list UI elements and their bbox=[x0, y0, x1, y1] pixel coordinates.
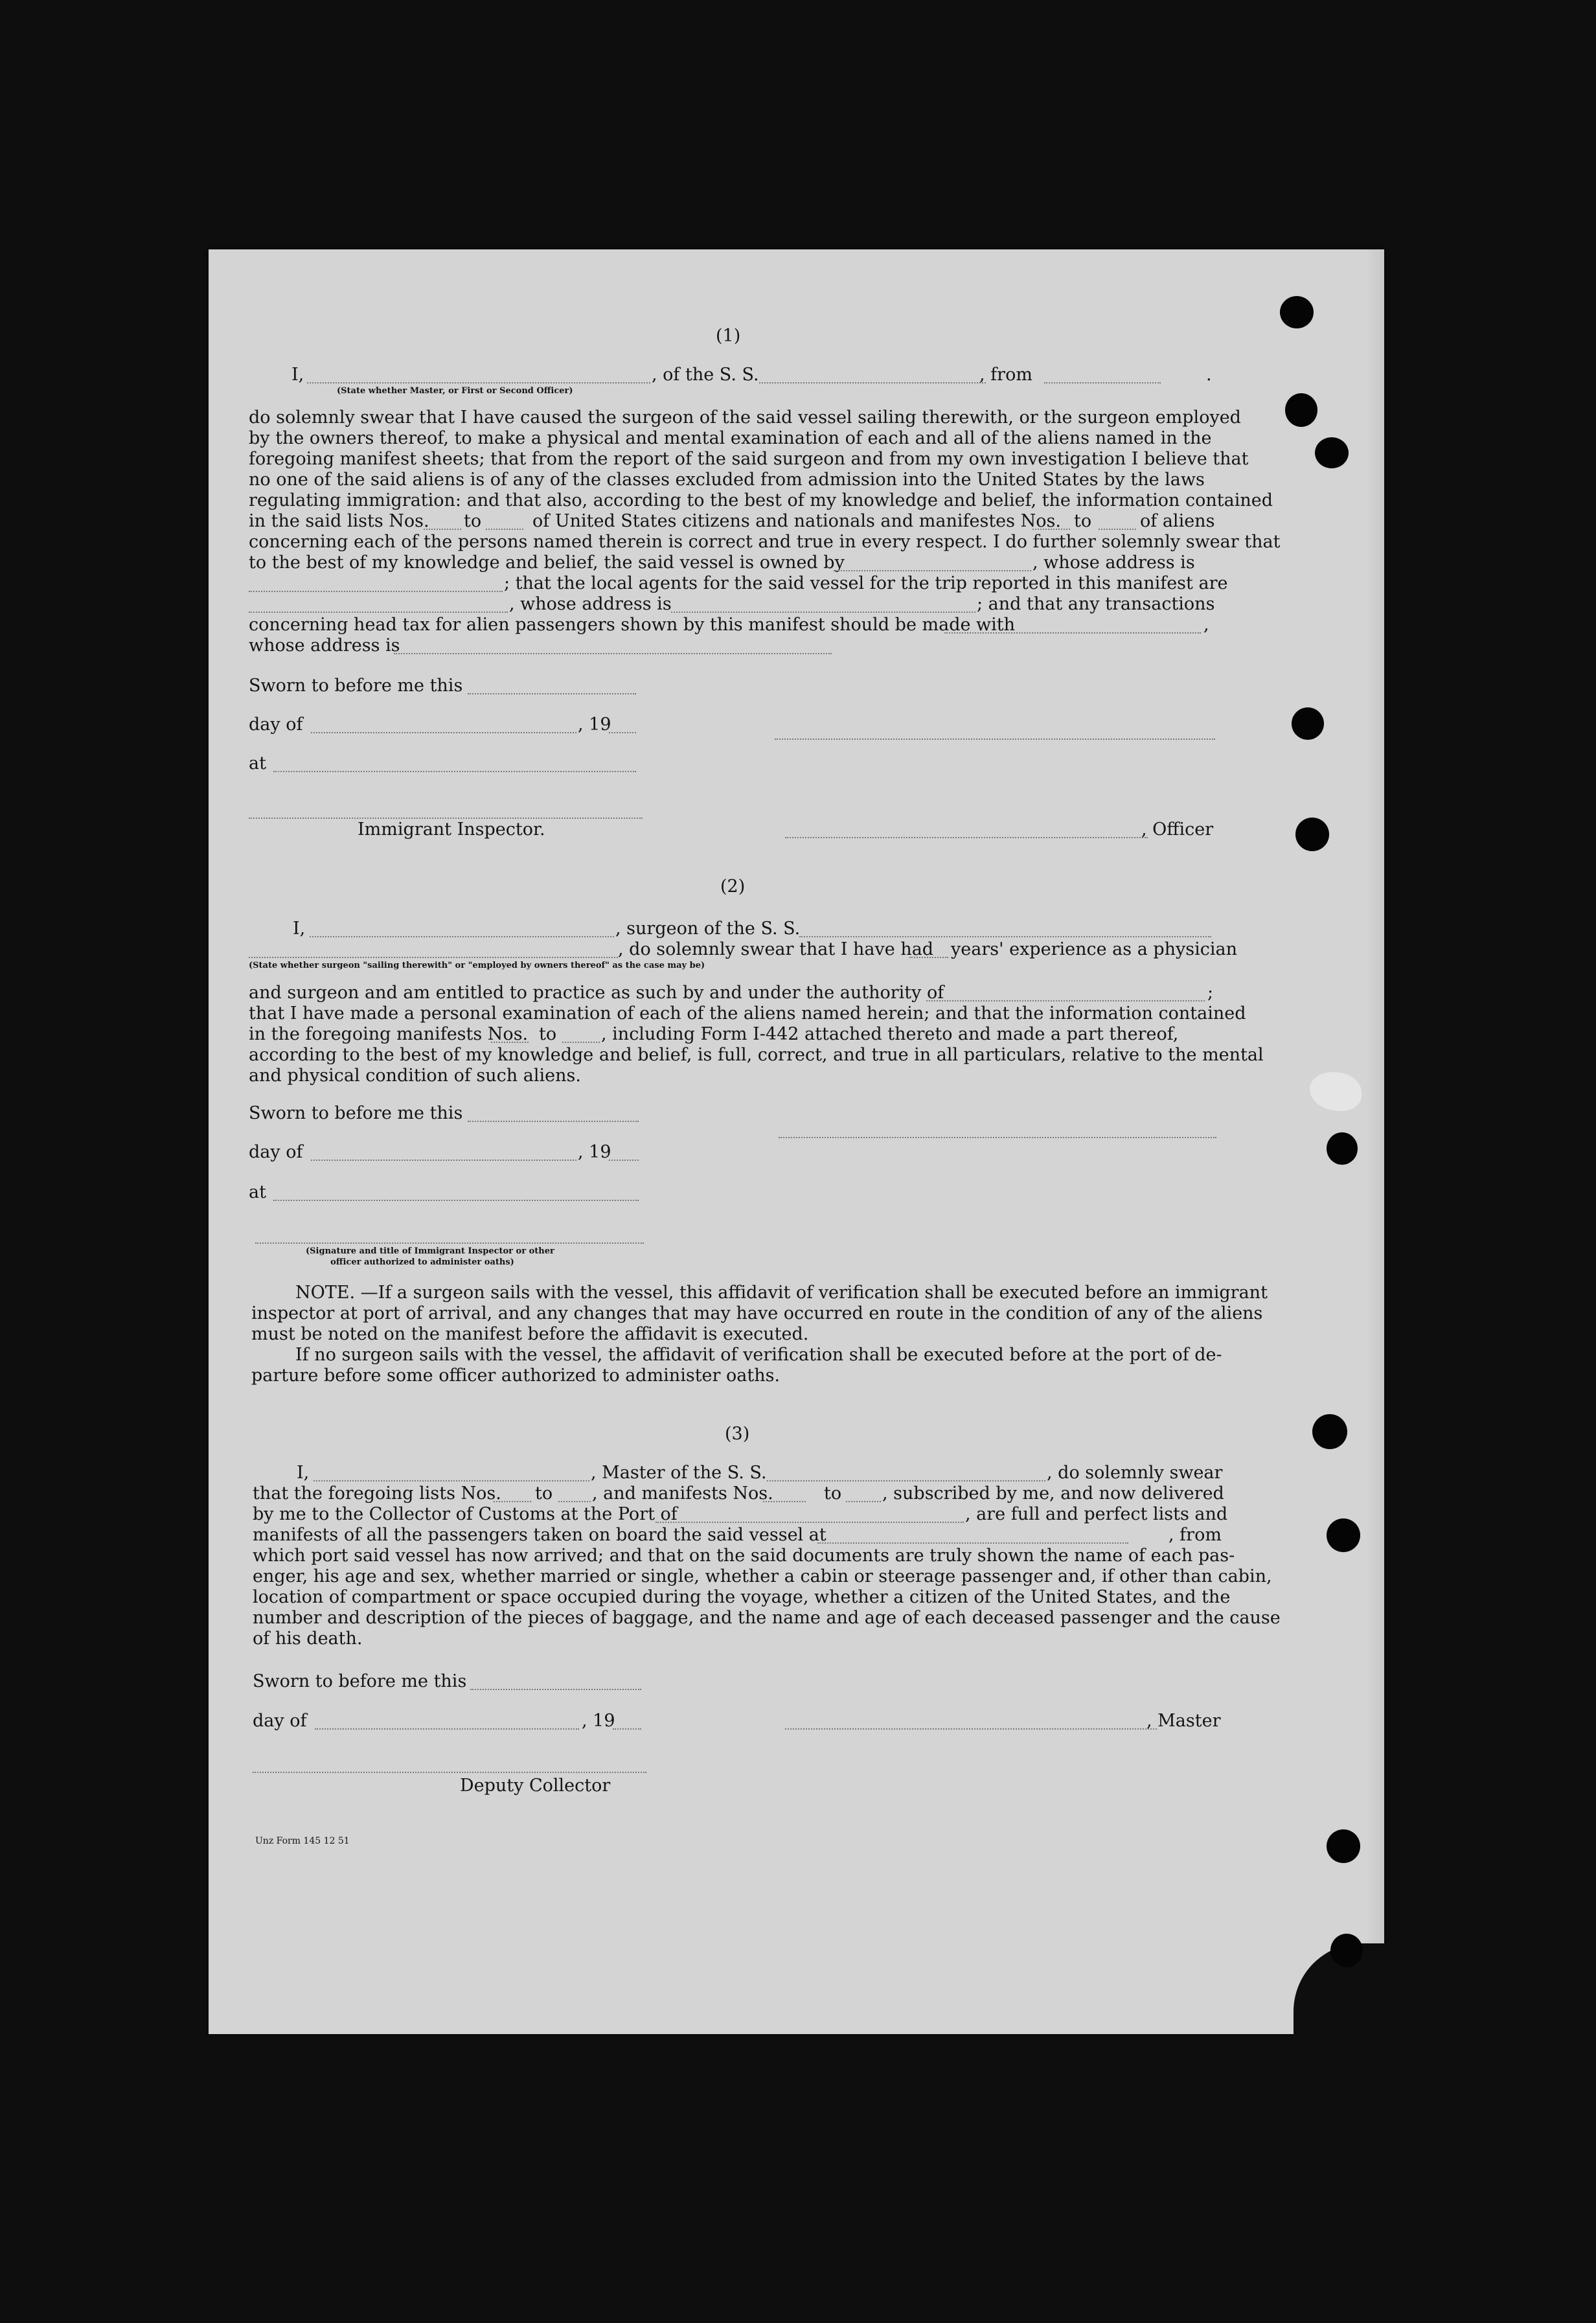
s3-line-3a: by me to the Collector of Customs at the Port of bbox=[253, 1504, 678, 1524]
s1-line-4: no one of the said aliens is of any of the classes excluded from admission into the United States by the laws bbox=[249, 470, 1205, 490]
s3-line-7: location of compartment or space occupied during the voyage, whether a citizen of the United States, and the bbox=[253, 1587, 1231, 1607]
s2-at-field[interactable] bbox=[273, 1200, 639, 1201]
punch-hole-7 bbox=[1312, 1414, 1347, 1449]
s1-line-6b: to bbox=[464, 511, 482, 531]
s3-lists-to-field[interactable] bbox=[558, 1501, 591, 1502]
s3-master-field[interactable] bbox=[314, 1480, 589, 1482]
s2-sworn: Sworn to before me this bbox=[249, 1103, 463, 1123]
s1-vessel-field[interactable] bbox=[759, 382, 986, 383]
s2-line-3b: ; bbox=[1207, 983, 1214, 1003]
page-edge-shading bbox=[1366, 249, 1384, 2034]
s3-port-field[interactable] bbox=[656, 1522, 964, 1523]
s2-line-6: according to the best of my knowledge and belief, is full, correct, and true in all particulars, relative to the mental bbox=[249, 1045, 1264, 1065]
s1-owner-address-field[interactable] bbox=[249, 591, 503, 592]
s2-manifests-from-field[interactable] bbox=[491, 1042, 529, 1043]
s2-signature-note-1: (Signature and title of Immigrant Inspector or other bbox=[306, 1246, 554, 1256]
s1-day-of: day of bbox=[249, 715, 303, 735]
punch-hole-8 bbox=[1327, 1518, 1360, 1552]
s1-officer-note: (State whether Master, or First or Second Officer) bbox=[337, 386, 573, 396]
s1-lists-to-field[interactable] bbox=[486, 529, 523, 530]
s2-manifests-to-field[interactable] bbox=[562, 1042, 600, 1043]
s3-day-of: day of bbox=[253, 1711, 307, 1731]
s1-of-ss: , of the S. S. bbox=[652, 365, 759, 385]
s2-line-3a: and surgeon and am entitled to practice as such by and under the authority of bbox=[249, 983, 944, 1003]
s2-i: I, bbox=[293, 919, 306, 939]
s1-line-1: do solemnly swear that I have caused the surgeon of the said vessel sailing therewith, or the surgeon employed bbox=[249, 407, 1241, 428]
s2-surgeon-field[interactable] bbox=[310, 936, 614, 937]
punch-hole-10 bbox=[1330, 1934, 1363, 1967]
punch-hole-3 bbox=[1315, 437, 1349, 468]
note-line-1: NOTE. —If a surgeon sails with the vessel, this affidavit of verification shall be executed before an immigrant bbox=[295, 1283, 1268, 1303]
s3-manifests-to-field[interactable] bbox=[846, 1501, 881, 1502]
s2-at: at bbox=[249, 1182, 266, 1202]
note-line-3: must be noted on the manifest before the affidavit is executed. bbox=[251, 1324, 809, 1344]
s3-line-2d: to bbox=[824, 1483, 842, 1504]
s1-line-9: ; that the local agents for the said vessel for the trip reported in this manifest are bbox=[504, 573, 1228, 593]
s2-day-of: day of bbox=[249, 1142, 303, 1162]
s1-owner-field[interactable] bbox=[834, 570, 1031, 571]
punch-hole-2 bbox=[1285, 393, 1317, 427]
s1-line-5: regulating immigration: and that also, according to the best of my knowledge and belief, the information contained bbox=[249, 490, 1273, 510]
s3-do-solemnly-swear: , do solemnly swear bbox=[1047, 1463, 1223, 1483]
s1-officer-field[interactable] bbox=[307, 382, 650, 383]
s1-year: , 19 bbox=[578, 715, 611, 735]
s3-line-2e: , subscribed by me, and now delivered bbox=[882, 1483, 1224, 1504]
s2-year: , 19 bbox=[578, 1142, 611, 1162]
s1-line-8a: to the best of my knowledge and belief, the said vessel is owned by bbox=[249, 553, 845, 573]
s3-line-4b: , from bbox=[1168, 1525, 1222, 1545]
s2-line-4: that I have made a personal examination of each of the aliens named herein; and that the information contained bbox=[249, 1003, 1246, 1024]
section-2-number: (2) bbox=[720, 876, 746, 897]
s2-line-2b: years' experience as a physician bbox=[951, 939, 1238, 959]
s3-line-2b: to bbox=[535, 1483, 553, 1504]
s1-i: I, bbox=[291, 365, 304, 385]
s1-line-11b: , bbox=[1203, 615, 1209, 635]
s3-line-2a: that the foregoing lists Nos. bbox=[253, 1483, 501, 1504]
s2-signature-note-2: officer authorized to administer oaths) bbox=[330, 1257, 514, 1267]
s1-line-12: whose address is bbox=[249, 635, 400, 656]
s1-line-10a: , whose address is bbox=[509, 594, 672, 614]
s1-agents-address-field[interactable] bbox=[671, 612, 975, 613]
s1-sworn-field[interactable] bbox=[468, 693, 636, 694]
s1-line-2: by the owners thereof, to make a physical and mental examination of each and all of the aliens named in the bbox=[249, 428, 1212, 448]
s2-day-field[interactable] bbox=[311, 1160, 576, 1161]
s2-year-field[interactable] bbox=[609, 1160, 639, 1161]
s2-line-5b: to bbox=[539, 1024, 557, 1044]
s2-line-2a: , do solemnly swear that I have had bbox=[618, 939, 934, 959]
s3-line-6: enger, his age and sex, whether married or single, whether a cabin or steerage passenger and, if other than cabin, bbox=[253, 1566, 1272, 1586]
s2-surgeon-of-ss: , surgeon of the S. S. bbox=[615, 919, 801, 939]
s3-master-of-ss: , Master of the S. S. bbox=[591, 1463, 767, 1483]
s1-officer-signature-field[interactable] bbox=[775, 738, 1215, 740]
s3-day-field[interactable] bbox=[315, 1728, 579, 1730]
punch-hole-6 bbox=[1327, 1132, 1358, 1165]
s3-manifests-from-field[interactable] bbox=[763, 1501, 806, 1502]
s2-surgeon-signature-field[interactable] bbox=[779, 1137, 1216, 1138]
s1-sworn: Sworn to before me this bbox=[249, 676, 463, 696]
s2-authority-field[interactable] bbox=[926, 1000, 1205, 1001]
s1-lists-from-field[interactable] bbox=[424, 529, 461, 530]
punch-hole-4 bbox=[1292, 707, 1324, 740]
form-page bbox=[209, 249, 1384, 2034]
s3-master-label: , Master bbox=[1146, 1711, 1221, 1731]
s1-officer-title-field[interactable] bbox=[785, 837, 1148, 838]
s3-line-8: number and description of the pieces of baggage, and the name and age of each deceased passenger and the cause bbox=[253, 1608, 1281, 1628]
s1-line-8b: , whose address is bbox=[1032, 553, 1195, 573]
note-line-4: If no surgeon sails with the vessel, the affidavit of verification shall be executed before at the port of de- bbox=[295, 1345, 1222, 1365]
s1-manifests-from-field[interactable] bbox=[1032, 529, 1070, 530]
s3-i: I, bbox=[297, 1463, 310, 1483]
s1-line-10b: ; and that any transactions bbox=[977, 594, 1215, 614]
s1-line-6e: of aliens bbox=[1140, 511, 1215, 531]
s2-surgeon-type-field[interactable] bbox=[249, 957, 618, 958]
s2-line-7: and physical condition of such aliens. bbox=[249, 1066, 581, 1086]
s3-line-5: which port said vessel has now arrived; and that on the said documents are truly shown the name of each pas- bbox=[253, 1546, 1235, 1566]
s3-master-signature-field[interactable] bbox=[785, 1728, 1157, 1730]
s3-deputy-collector: Deputy Collector bbox=[460, 1776, 611, 1796]
s1-immigrant-inspector: Immigrant Inspector. bbox=[358, 819, 545, 840]
s1-headtax-field[interactable] bbox=[944, 632, 1201, 634]
s1-from-field[interactable] bbox=[1044, 382, 1161, 383]
note-line-5: parture before some officer authorized to administer oaths. bbox=[251, 1366, 781, 1386]
s3-vessel-field[interactable] bbox=[767, 1480, 1045, 1482]
s1-line-6c: of United States citizens and nationals and manifestes Nos. bbox=[532, 511, 1061, 531]
paper-smudge bbox=[1310, 1072, 1362, 1111]
s2-line-5c: , including Form I-442 attached thereto and made a part thereof, bbox=[601, 1024, 1179, 1044]
s1-line-7: concerning each of the persons named therein is correct and true in every respect. I do further solemnly swear that bbox=[249, 532, 1281, 552]
s2-inspector-signature-field[interactable] bbox=[255, 1242, 644, 1244]
s1-at: at bbox=[249, 753, 266, 773]
section-3-number: (3) bbox=[725, 1424, 750, 1444]
s1-period: . bbox=[1206, 365, 1212, 385]
s1-line-3: foregoing manifest sheets; that from the report of the said surgeon and from my own investigation I believe that bbox=[249, 449, 1249, 469]
s1-inspector-signature-field[interactable] bbox=[249, 818, 643, 819]
punch-hole-9 bbox=[1327, 1829, 1360, 1863]
s3-line-3b: , are full and perfect lists and bbox=[965, 1504, 1228, 1524]
s1-headtax-address-field[interactable] bbox=[394, 653, 832, 654]
s3-line-4a: manifests of all the passengers taken on board the said vessel at bbox=[253, 1525, 826, 1545]
s3-sworn: Sworn to before me this bbox=[253, 1671, 467, 1691]
s1-from: , from bbox=[979, 365, 1032, 385]
note-line-2: inspector at port of arrival, and any changes that may have occurred en route in the condition of any of the aliens bbox=[251, 1303, 1263, 1323]
s2-years-field[interactable] bbox=[909, 957, 948, 958]
s3-lists-from-field[interactable] bbox=[494, 1501, 531, 1502]
punch-hole-1 bbox=[1280, 296, 1314, 328]
s1-line-11a: concerning head tax for alien passengers shown by this manifest should be made with bbox=[249, 615, 1016, 635]
s3-year: , 19 bbox=[582, 1711, 615, 1731]
s3-sworn-field[interactable] bbox=[470, 1689, 641, 1690]
s3-boarding-port-field[interactable] bbox=[817, 1542, 1128, 1544]
s1-at-field[interactable] bbox=[273, 771, 636, 772]
punch-hole-5 bbox=[1295, 818, 1329, 851]
s1-line-6d: to bbox=[1074, 511, 1092, 531]
s1-day-field[interactable] bbox=[311, 732, 576, 733]
s1-year-field[interactable] bbox=[609, 732, 636, 733]
s1-agents-field[interactable] bbox=[249, 612, 508, 613]
s1-officer-label: , Officer bbox=[1141, 819, 1214, 840]
s2-surgeon-note: (State whether surgeon "sailing therewith" or "employed by owners thereof" as the case may be) bbox=[249, 961, 705, 970]
s2-line-5a: in the foregoing manifests Nos. bbox=[249, 1024, 529, 1044]
section-1-number: (1) bbox=[716, 326, 741, 346]
form-number: Unz Form 145 12 51 bbox=[255, 1836, 350, 1846]
s3-line-2c: , and manifests Nos. bbox=[592, 1483, 773, 1504]
s1-manifests-to-field[interactable] bbox=[1099, 529, 1136, 530]
s1-line-6a: in the said lists Nos. bbox=[249, 511, 429, 531]
s2-vessel-field[interactable] bbox=[799, 936, 1211, 937]
s3-deputy-signature-field[interactable] bbox=[253, 1772, 646, 1773]
s3-year-field[interactable] bbox=[613, 1728, 641, 1730]
s2-sworn-field[interactable] bbox=[468, 1121, 639, 1122]
s3-line-9: of his death. bbox=[253, 1629, 363, 1649]
